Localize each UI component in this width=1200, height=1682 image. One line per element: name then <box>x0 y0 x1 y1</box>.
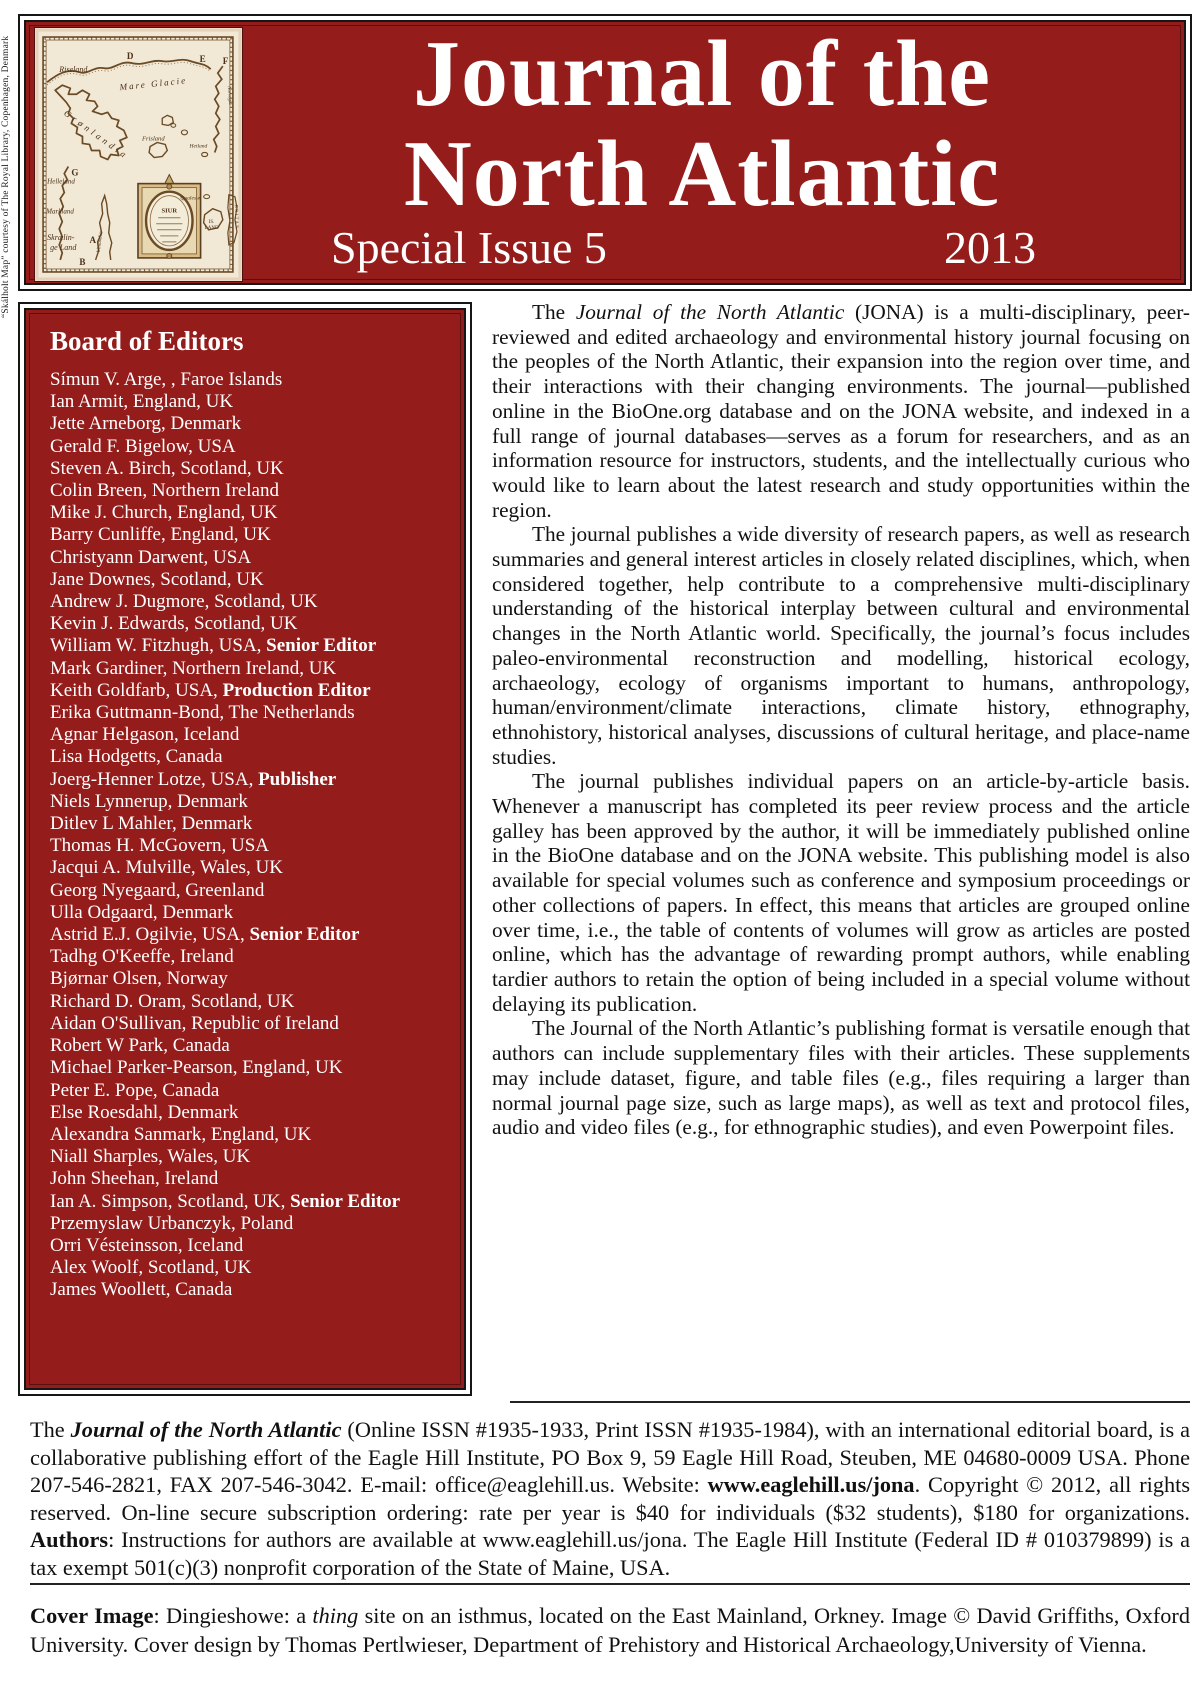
editor-entry: Michael Parker-Pearson, England, UK <box>50 1057 343 1079</box>
board-of-editors-content <box>26 310 464 1302</box>
editor-entry: Kevin J. Edwards, Scotland, UK <box>50 613 298 635</box>
editor-entry: Jacqui A. Mulville, Wales, UK <box>50 857 283 879</box>
editor-entry: John Sheehan, Ireland <box>50 1168 219 1190</box>
editor-entry: Niall Sharples, Wales, UK <box>50 1146 251 1168</box>
editor-entry: Mark Gardiner, Northern Ireland, UK <box>50 657 337 679</box>
editor-entry: Jane Downes, Scotland, UK <box>50 568 264 590</box>
skalholt-map-drawing <box>35 28 242 281</box>
editor-entry: Georg Nyegaard, Greenland <box>50 879 265 901</box>
editor-entry: Niels Lynnerup, Denmark <box>50 790 248 812</box>
journal-title <box>248 24 1156 224</box>
editors-list <box>50 369 456 1302</box>
about-paragraph-3: The journal publishes individual papers on an article-by-article basis. Whenever a manuscript has completed its peer review process and the article galley has been approved by the author, it will be immediately published online in the BioOne database and on the JONA website. This publishing model is also available for special volumes such as conference and symposium proceedings or other collections of papers. In effect, this means that articles are grouped online over time, i.e., the table of contents of volumes will grow as articles are posted online, which has the advantage of rewarding prompt authors, while enabling tardier authors to retain the option of being included in a special volume without delaying its publication. <box>492 769 1190 1016</box>
editor-entry: Ian Armit, England, UK <box>50 391 234 413</box>
editor-entry: Joerg-Henner Lotze, USA, Publisher <box>50 768 337 790</box>
journal-title-line2: North Atlantic <box>403 122 1001 226</box>
map-cartouche-title: SIUR <box>161 207 178 215</box>
editor-entry: Orri Vésteinsson, Iceland <box>50 1234 244 1256</box>
map-letter-g: G <box>71 167 79 178</box>
about-paragraph-1: The Journal of the North Atlantic (JONA) is a multi-disciplinary, peer-reviewed and edited archaeology and environmental history journal focusing on the peoples of the North Atlantic, their expansion into the region over time, and their interactions with their changing environments. The journal—published online in the BioOne.org database and on the JONA website, and indexed in a full range of journal databases—serves as a forum for researchers, and as an information resource for instructors, students, and the intellectually curious who would like to learn about the latest research and study opportunities within the region. <box>492 300 1190 522</box>
masthead-inner <box>24 20 1186 285</box>
map-letter-a: A <box>89 234 97 245</box>
board-of-editors-heading: Board of Editors <box>50 326 244 356</box>
skalholt-map-image <box>34 27 243 282</box>
map-label-britannia: BRITAN <box>233 204 240 231</box>
editor-entry: Mike J. Church, England, UK <box>50 502 278 524</box>
editor-entry: Keith Goldfarb, USA, Production Editor <box>50 679 371 701</box>
masthead-panel <box>18 14 1192 291</box>
editor-entry: Ditlev L Mahler, Denmark <box>50 813 253 835</box>
map-label-frisland: Frisland <box>142 135 165 143</box>
editor-entry: Przemyslaw Urbanczyk, Poland <box>50 1212 294 1234</box>
editor-entry: Thomas H. McGovern, USA <box>50 835 270 857</box>
issue-year-row <box>331 223 1036 273</box>
editor-entry: Erika Guttmann-Bond, The Netherlands <box>50 702 355 724</box>
editor-entry: Christyann Darwent, USA <box>50 546 252 568</box>
map-label-island-1: IS. <box>208 219 215 225</box>
map-letter-e: E <box>199 54 206 65</box>
editor-entry: Peter E. Pope, Canada <box>50 1079 220 1101</box>
board-of-editors-panel <box>18 302 472 1396</box>
cover-note-divider-rule <box>30 1583 1190 1585</box>
about-paragraph-2: The journal publishes a wide diversity of research papers, as well as research summaries and general interest articles in closely related disciplines, which, when considered together, help contribute to a comprehensive multi-disciplinary understanding of the historical interplay between cultural and environmental changes in the North Atlantic world. Specifically, the journal’s focus includes paleo-environmental reconstruction and modelling, historical ecology, archaeology, ecology of organisms important to humans, anthropology, human/environment/climate interactions, climate history, ethnography, ethnohistory, historical analyses, discussions of cultural heritage, and place-name studies. <box>492 522 1190 769</box>
map-letter-b: B <box>79 256 86 267</box>
map-label-riseland: Riseland <box>59 65 88 75</box>
imprint-text: The Journal of the North Atlantic (Online ISSN #1935-1933, Print ISSN #1935-1984), with an international editorial board, is a collaborative publishing effort of the Eagle Hill Institute, PO Box 9, 59 Eagle Hill Road, Steuben, ME 04680-0009 USA. Phone 207-546-2821, FAX 207-546-3042. E-mail: office@eaglehill.us. Website: www.eaglehill.us/jona. Copyright © 2012, all rights reserved. On-line secure subscription ordering: rate per year is $40 for individuals ($32 students), $180 for organizations. Authors: Instructions for authors are available at www.eaglehill.us/jona. The Eagle Hill Institute (Federal ID # 010379899) is a tax exempt 501(c)(3) nonprofit corporation of the State of Maine, USA. <box>30 1417 1191 1580</box>
map-credit-caption: “Skálholt Map” courtesy of The Royal Library, Copenhagen, Denmark <box>1 35 11 318</box>
editor-entry: Colin Breen, Northern Ireland <box>50 480 279 502</box>
editor-entry: Ulla Odgaard, Denmark <box>50 901 234 923</box>
editor-entry: Richard D. Oram, Scotland, UK <box>50 990 295 1012</box>
map-label-skraelinge-2: ge Land <box>50 242 77 252</box>
editor-entry: William W. Fitzhugh, USA, Senior Editor <box>50 635 377 657</box>
editor-entry: Alexandra Sanmark, England, UK <box>50 1123 312 1145</box>
editor-entry: Andrew J. Dugmore, Scotland, UK <box>50 591 318 613</box>
editor-entry: Ian A. Simpson, Scotland, UK, Senior Editor <box>50 1190 401 1212</box>
journal-title-line1: Journal of the <box>413 22 991 126</box>
cover-image-caption: Cover Image: Dingieshowe: a thing site on an isthmus, located on the East Mainland, Orkney. Image © David Griffiths, Oxford University. Cover design by Thomas Pertlwieser, Department of Prehistory and Historical Archaeology,University of Vienna. <box>30 1603 1190 1657</box>
map-label-winlandiae: Winlandiæ <box>96 231 105 254</box>
editor-entry: Astrid E.J. Ogilvie, USA, Senior Editor <box>50 924 360 946</box>
editor-entry: Tadhg O'Keeffe, Ireland <box>50 946 234 968</box>
editor-entry: Agnar Helgason, Iceland <box>50 724 240 746</box>
map-letter-d: D <box>126 51 134 62</box>
map-label-markland: Markland <box>46 207 74 216</box>
map-letter-f: F <box>222 56 229 67</box>
about-journal-text <box>492 300 1190 1140</box>
editor-entry: Símun V. Arge, , Faroe Islands <box>50 369 283 390</box>
about-paragraph-4: The Journal of the North Atlantic’s publishing format is versatile enough that authors can include supplementary files with their articles. These supplements may include dataset, figure, and table files (e.g., files requiring a larger than normal journal page size, such as large maps), as well as text and protocol files, audio and video files (e.g., for ethnographic studies), and even Powerpoint files. <box>492 1016 1190 1140</box>
issue-label: Special Issue 5 <box>331 222 607 273</box>
editor-entry: James Woollett, Canada <box>50 1279 233 1301</box>
map-label-skraelinge-1: Skrælin- <box>47 232 75 242</box>
map-label-hetland: Hetland <box>189 143 208 150</box>
editor-entry: Else Roesdahl, Denmark <box>50 1101 239 1123</box>
editor-entry: Alex Woolf, Scotland, UK <box>50 1257 252 1279</box>
year-label: 2013 <box>944 222 1036 273</box>
editor-entry: Barry Cunliffe, England, UK <box>50 524 271 546</box>
editor-entry: Aidan O'Sullivan, Republic of Ireland <box>50 1012 339 1034</box>
imprint-divider-rule <box>510 1401 1190 1403</box>
editor-entry: Steven A. Birch, Scotland, UK <box>50 457 284 479</box>
board-of-editors-inner <box>24 308 466 1390</box>
map-label-helleland: Helleland <box>47 177 75 186</box>
map-label-gronlandia: Grønlandia <box>62 107 131 162</box>
map-label-quales: Quales ø <box>180 195 201 202</box>
map-label-island-2: LAND <box>204 225 219 231</box>
editor-entry: Robert W Park, Canada <box>50 1035 230 1057</box>
editor-entry: Jette Arneborg, Denmark <box>50 413 242 435</box>
map-label-norvegia: Norvegia <box>225 86 233 105</box>
editor-entry: Gerald F. Bigelow, USA <box>50 435 236 457</box>
editor-entry: Bjørnar Olsen, Norway <box>50 968 228 990</box>
editor-entry: Lisa Hodgetts, Canada <box>50 746 223 768</box>
map-label-mare-glacie: Mare Glacie <box>118 75 188 93</box>
